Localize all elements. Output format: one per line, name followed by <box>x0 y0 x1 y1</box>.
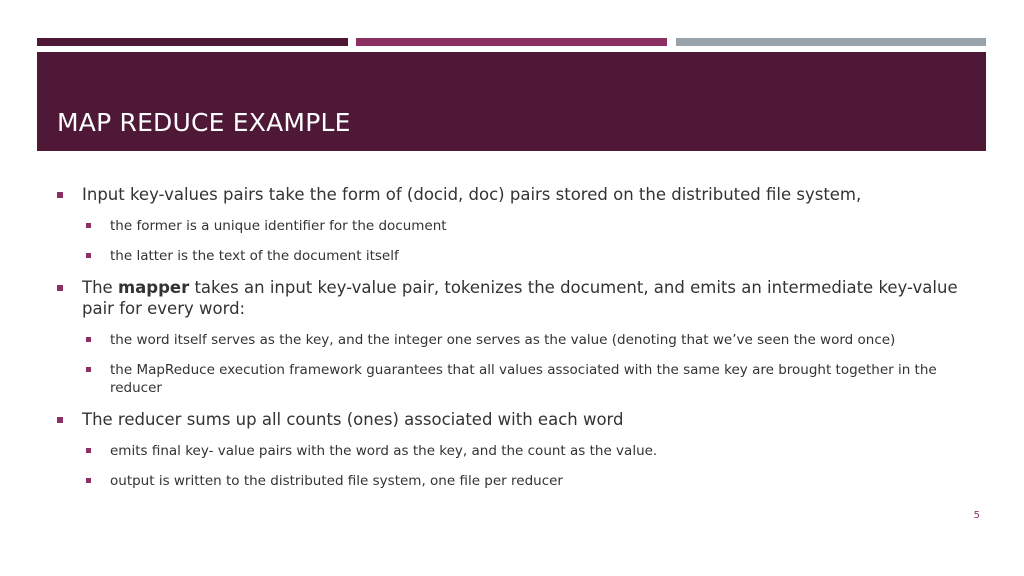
sub-bullet-output: output is written to the distributed file system, one file per reducer <box>110 472 970 490</box>
slide-title: MAP REDUCE EXAMPLE <box>57 108 351 137</box>
square-bullet-icon <box>86 367 91 372</box>
sub-bullet-former: the former is a unique identifier for the document <box>110 217 970 235</box>
square-bullet-icon <box>86 253 91 258</box>
square-bullet-icon <box>86 223 91 228</box>
square-bullet-icon <box>57 417 63 423</box>
bullet-mapper: The mapper takes an input key-value pair, tokenizes the document, and emits an intermediate key-value pair for every word: <box>82 277 972 319</box>
sub-bullet-latter: the latter is the text of the document itself <box>110 247 970 265</box>
sub-bullet-emits: emits final key- value pairs with the word as the key, and the count as the value. <box>110 442 970 460</box>
square-bullet-icon <box>86 478 91 483</box>
square-bullet-icon <box>57 285 63 291</box>
square-bullet-icon <box>57 192 63 198</box>
sub-bullet-word-key: the word itself serves as the key, and the integer one serves as the value (denoting that we’ve seen the word once) <box>110 331 970 349</box>
page-number: 5 <box>973 510 980 521</box>
bullet-input-pairs: Input key-values pairs take the form of (docid, doc) pairs stored on the distributed file system, <box>82 184 972 205</box>
bullet-reducer: The reducer sums up all counts (ones) associated with each word <box>82 409 972 430</box>
square-bullet-icon <box>86 448 91 453</box>
sub-bullet-framework: the MapReduce execution framework guarantees that all values associated with the same key are brought together in the reducer <box>110 361 970 397</box>
mapper-term: mapper <box>117 278 190 297</box>
square-bullet-icon <box>86 337 91 342</box>
